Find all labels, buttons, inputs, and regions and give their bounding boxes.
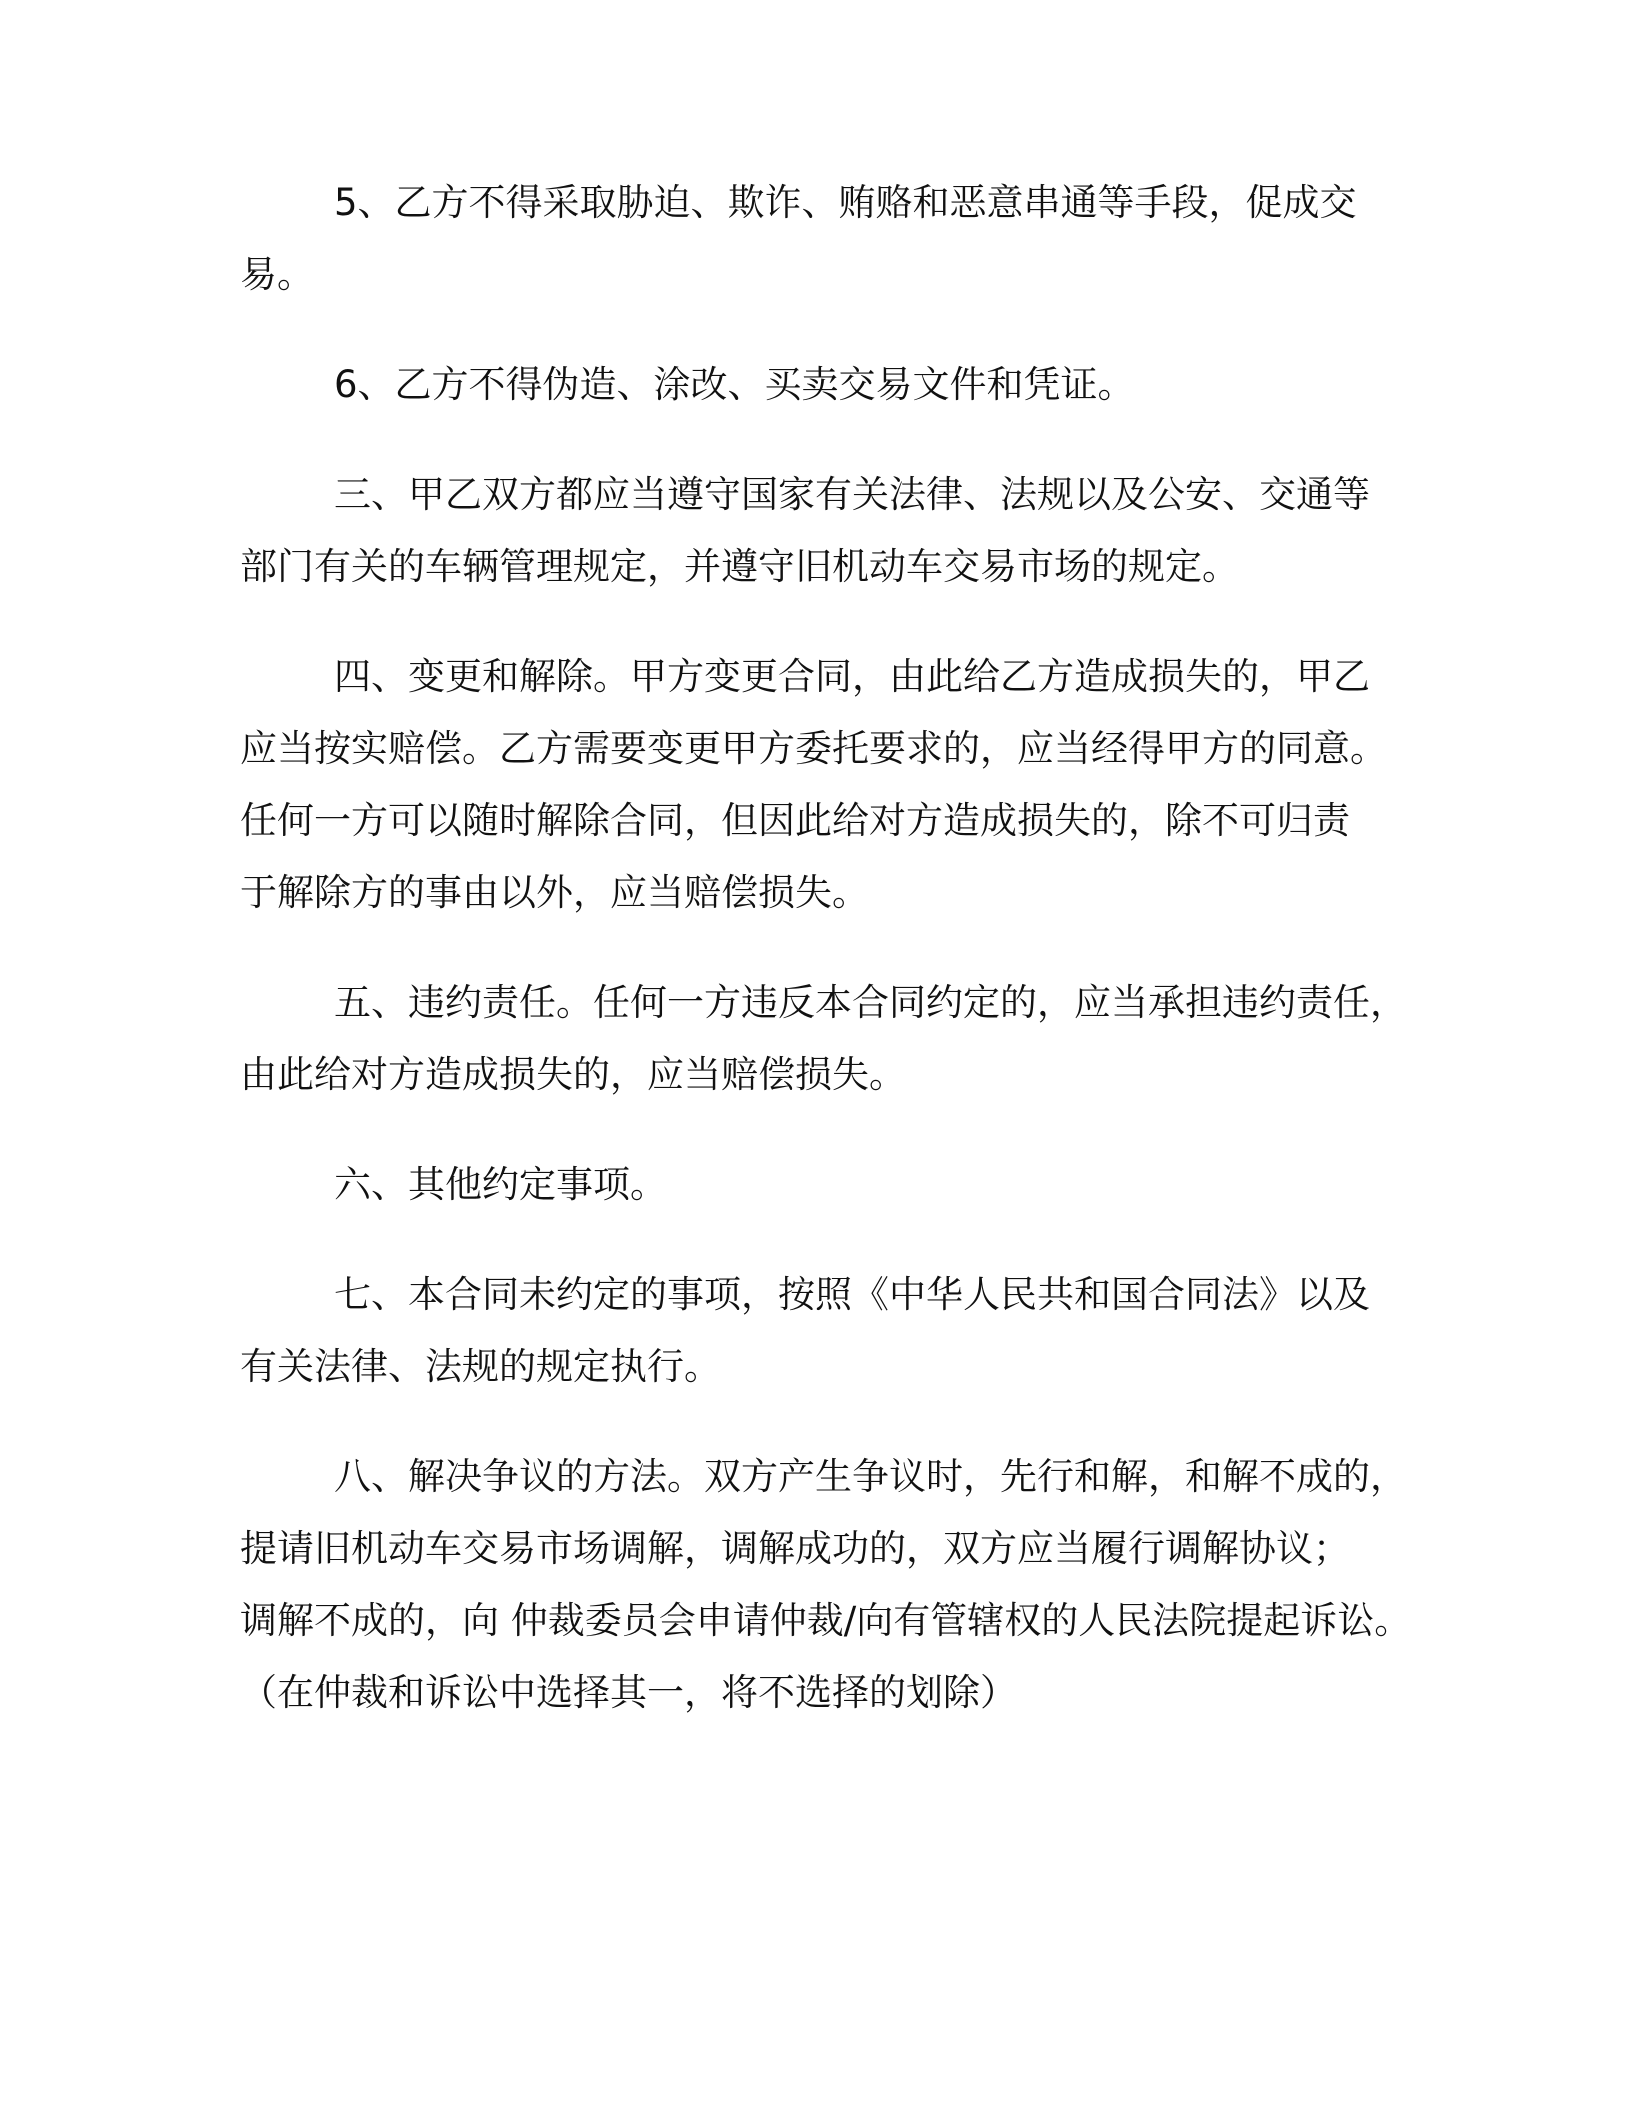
paragraph-clause-5: [240, 180, 1420, 298]
text-line: 有关法律、法规的规定执行。: [240, 1345, 721, 1388]
document-body: [240, 180, 1420, 1716]
paragraph-section-8: [240, 1454, 1420, 1716]
text-line: 由此给对方造成损失的，应当赔偿损失。: [240, 1053, 906, 1096]
text-line: 5、乙方不得采取胁迫、欺诈、贿赂和恶意串通等手段，促成交: [334, 181, 1357, 224]
text-line: 四、变更和解除。甲方变更合同，由此给乙方造成损失的，甲乙: [334, 655, 1370, 698]
text-line: 七、本合同未约定的事项，按照《中华人民共和国合同法》以及: [334, 1273, 1370, 1316]
text-line: 于解除方的事由以外，应当赔偿损失。: [240, 871, 869, 914]
text-line: 应当按实赔偿。乙方需要变更甲方委托要求的，应当经得甲方的同意。: [240, 727, 1387, 770]
text-line: 调解不成的，向 仲裁委员会申请仲裁/向有管辖权的人民法院提起诉讼。: [240, 1599, 1412, 1642]
paragraph-section-5: [240, 980, 1420, 1098]
text-line: 部门有关的车辆管理规定，并遵守旧机动车交易市场的规定。: [240, 545, 1239, 588]
paragraph-section-6: [240, 1162, 1420, 1208]
text-line: 提请旧机动车交易市场调解，调解成功的，双方应当履行调解协议；: [240, 1527, 1350, 1570]
text-line: 任何一方可以随时解除合同，但因此给对方造成损失的，除不可归责: [240, 799, 1350, 842]
text-line: 易。: [240, 253, 314, 296]
text-line: 三、甲乙双方都应当遵守国家有关法律、法规以及公安、交通等: [334, 473, 1370, 516]
paragraph-clause-6: [240, 362, 1420, 408]
paragraph-section-7: [240, 1272, 1420, 1390]
text-line: 五、违约责任。任何一方违反本合同约定的，应当承担违约责任，: [334, 981, 1407, 1024]
paragraph-section-4: [240, 654, 1420, 916]
paragraph-section-3: [240, 472, 1420, 590]
text-line: 六、其他约定事项。: [334, 1163, 667, 1206]
text-line: 6、乙方不得伪造、涂改、买卖交易文件和凭证。: [334, 363, 1135, 406]
text-line: （在仲裁和诉讼中选择其一，将不选择的划除）: [240, 1671, 1017, 1714]
text-line: 八、解决争议的方法。双方产生争议时，先行和解，和解不成的，: [334, 1455, 1407, 1498]
